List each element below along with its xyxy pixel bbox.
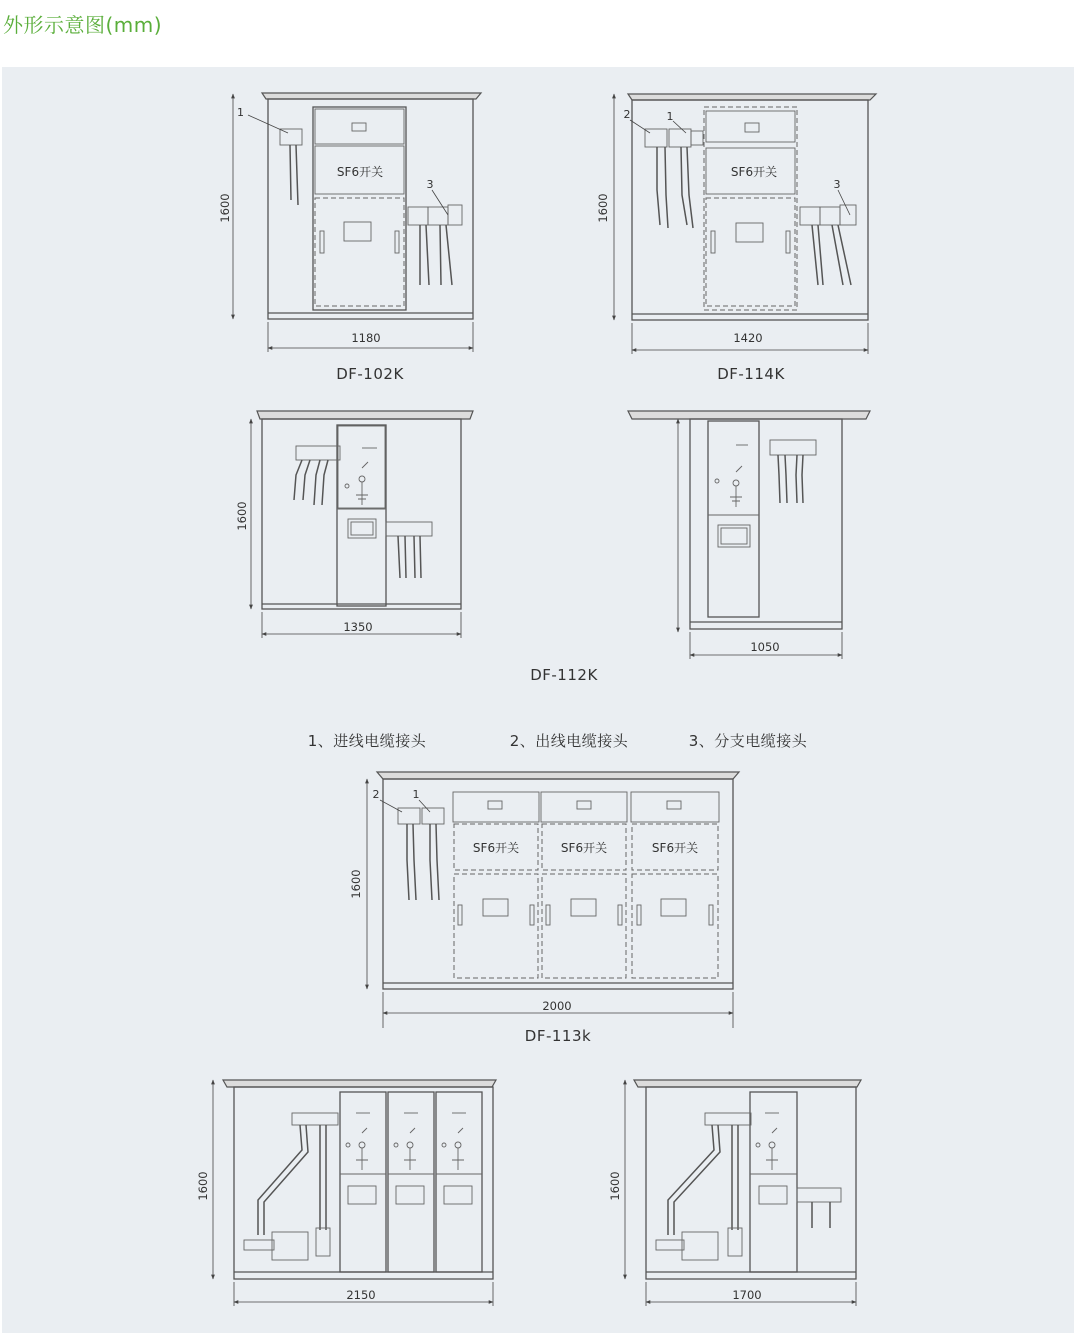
height-dimension: 1600: [235, 501, 249, 531]
callout-1: 1: [666, 110, 674, 123]
rmu-unit-2: [388, 1092, 434, 1272]
width-dimension: 1420: [733, 331, 763, 345]
callout-3: 3: [426, 178, 434, 191]
model-caption: DF-102K: [336, 365, 404, 383]
rmu-unit-3: [436, 1092, 482, 1272]
switch-unit-3: [631, 792, 719, 978]
switch-label-3: SF6开关: [651, 841, 699, 855]
width-dimension: 1350: [343, 620, 373, 634]
height-dimension: 1600: [349, 869, 363, 899]
switch-unit-1: [453, 792, 539, 978]
callout-1: 1: [412, 788, 420, 801]
drawing-bottom-right: [608, 1080, 861, 1306]
model-caption: DF-114K: [717, 365, 785, 383]
callout-1: 1: [237, 106, 244, 119]
width-dimension: 2000: [542, 999, 572, 1013]
switch-label-2: SF6开关: [560, 841, 608, 855]
switch-label: SF6开关: [730, 165, 778, 179]
switch-label-1: SF6开关: [472, 841, 520, 855]
drawing-bottom-left: [196, 1080, 496, 1306]
drawing-df102k: [218, 93, 481, 383]
drawing-df112k-left: [235, 411, 473, 638]
height-dimension: 1600: [596, 193, 610, 223]
drawing-df112k-right: [628, 411, 870, 659]
switch-unit-2: [541, 792, 627, 978]
legend-item-3: 3、分支电缆接头: [688, 732, 808, 750]
height-dimension: 1600: [218, 193, 232, 223]
callout-2: 2: [372, 788, 380, 801]
legend-item-1: 1、进线电缆接头: [307, 732, 427, 750]
drawing-df113k: [349, 772, 739, 1045]
callout-2: 2: [623, 108, 631, 121]
width-dimension: 1180: [351, 331, 381, 345]
rmu-unit-1: [340, 1092, 386, 1272]
legend-item-2: 2、出线电缆接头: [509, 732, 629, 750]
switch-label: SF6开关: [336, 165, 384, 179]
width-dimension: 2150: [346, 1288, 376, 1302]
callout-3: 3: [833, 178, 841, 191]
width-dimension: 1700: [732, 1288, 762, 1302]
height-dimension: 1600: [196, 1171, 210, 1201]
width-dimension: 1050: [750, 640, 780, 654]
model-caption: DF-113k: [524, 1027, 592, 1045]
df112k-caption: DF-112K: [530, 666, 598, 684]
page-title: 外形示意图(mm): [3, 13, 163, 37]
drawing-df114k: [596, 94, 876, 383]
height-dimension: 1600: [608, 1171, 622, 1201]
